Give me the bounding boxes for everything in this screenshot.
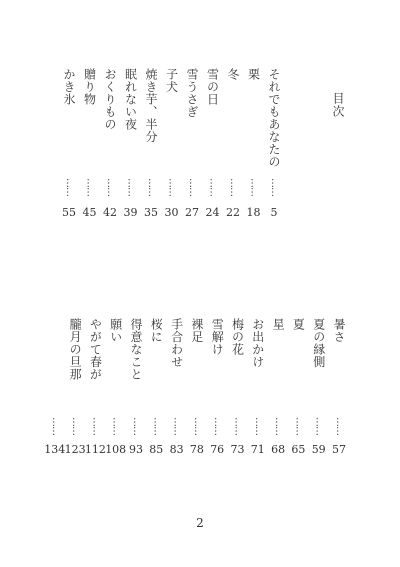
toc-entry-page: 57 xyxy=(332,443,346,456)
toc-entry-page: 123 xyxy=(64,443,86,456)
toc-entry-leader: …… xyxy=(49,417,61,435)
toc-entry-leader: …… xyxy=(125,178,137,196)
toc-entry-title: 栗 xyxy=(246,68,261,81)
toc-entry-title: 手合わせ xyxy=(169,318,184,368)
toc-entry-page: 85 xyxy=(149,443,164,456)
toc-entry-title: 子犬 xyxy=(164,68,179,93)
toc-entry-title: 暑さ xyxy=(332,318,346,343)
toc-entry-leader: …… xyxy=(146,178,157,196)
toc-entry-page: 108 xyxy=(105,443,127,456)
toc-entry-page: 35 xyxy=(144,206,158,219)
toc-entry-leader: …… xyxy=(64,178,75,196)
toc-entry-leader: …… xyxy=(171,417,183,435)
toc-entry-title: 裸足 xyxy=(189,318,204,343)
toc-entry-page: 134 xyxy=(44,443,66,456)
toc-entry-title: 得意なこと xyxy=(129,318,143,381)
toc-entry-page: 59 xyxy=(311,443,326,456)
toc-entry-title: 焼き芋、半分 xyxy=(144,68,158,143)
toc-entry-leader: …… xyxy=(269,178,280,196)
toc-entry-page: 39 xyxy=(123,206,138,219)
toc-entry-page: 55 xyxy=(62,206,76,219)
toc-entry-page: 22 xyxy=(226,206,240,219)
toc-entry-leader: …… xyxy=(187,178,198,196)
toc-entry-title: それでもあなたの xyxy=(267,68,281,168)
toc-entry-leader: …… xyxy=(90,417,102,435)
toc-entry-leader: …… xyxy=(334,417,345,435)
toc-entry-page: 30 xyxy=(164,206,179,219)
toc-entry-page: 42 xyxy=(103,206,117,219)
toc-entry-title: 眠れない夜 xyxy=(123,68,138,131)
toc-entry-page: 27 xyxy=(185,206,199,219)
toc-entry-title: おくりもの xyxy=(103,68,117,131)
toc-entry-leader: …… xyxy=(191,417,203,435)
toc-entry-leader: …… xyxy=(212,417,224,435)
toc-entry-page: 68 xyxy=(271,443,286,456)
toc-entry-title: 桜に xyxy=(149,318,164,343)
toc-entry-leader: …… xyxy=(84,178,96,196)
toc-entry-page: 76 xyxy=(210,443,225,456)
toc-entry-page: 112 xyxy=(84,443,106,456)
toc-entry-leader: …… xyxy=(151,417,163,435)
toc-entry-page: 78 xyxy=(189,443,204,456)
toc-entry-title: お出かけ xyxy=(250,318,265,368)
toc-entry-title: 夏 xyxy=(291,318,306,331)
toc-entry-page: 93 xyxy=(129,443,143,456)
toc-entry-title: 雪の日 xyxy=(205,68,220,106)
toc-entry-leader: …… xyxy=(70,417,82,435)
toc-entry-title: 願い xyxy=(108,318,123,343)
toc-entry-page: 65 xyxy=(291,443,306,456)
toc-entry-title: 梅の花 xyxy=(230,318,245,356)
toc-entry-page: 71 xyxy=(250,443,265,456)
toc-entry-leader: …… xyxy=(166,178,178,196)
toc-entry-title: 朧月の旦那 xyxy=(68,318,83,381)
toc-entry-leader: …… xyxy=(313,417,325,435)
toc-entry-page: 73 xyxy=(230,443,245,456)
toc-entry-title: 雪解け xyxy=(210,318,225,356)
toc-entry-page: 5 xyxy=(270,206,278,219)
toc-entry-leader: …… xyxy=(131,417,142,435)
toc-entry-title: 星 xyxy=(271,318,286,331)
page-number: 2 xyxy=(196,516,204,530)
toc-entry-page: 45 xyxy=(82,206,97,219)
toc-entry-leader: …… xyxy=(273,417,285,435)
toc-entry-leader: …… xyxy=(110,417,122,435)
toc-entry-leader: …… xyxy=(228,178,239,196)
toc-entry-page: 83 xyxy=(169,443,184,456)
toc-entry-title: 贈り物 xyxy=(82,68,97,106)
toc-entry-leader: …… xyxy=(248,178,260,196)
toc-entry-leader: …… xyxy=(293,417,305,435)
toc-entry-title: かき氷 xyxy=(62,68,76,106)
toc-entry-title: 雪うさぎ xyxy=(185,68,199,118)
toc-entry-page: 18 xyxy=(246,206,261,219)
toc-entry-leader: …… xyxy=(232,417,244,435)
toc-entry-title: やがて春が xyxy=(88,318,103,381)
toc-entry-page: 24 xyxy=(205,206,220,219)
toc-entry-leader: …… xyxy=(207,178,219,196)
toc-entry-leader: …… xyxy=(252,417,264,435)
toc-entry-title: 夏の縁側 xyxy=(311,318,326,368)
toc-entry-leader: …… xyxy=(105,178,116,196)
toc-entry-title: 冬 xyxy=(226,68,240,81)
toc-title: 目次 xyxy=(331,92,345,118)
